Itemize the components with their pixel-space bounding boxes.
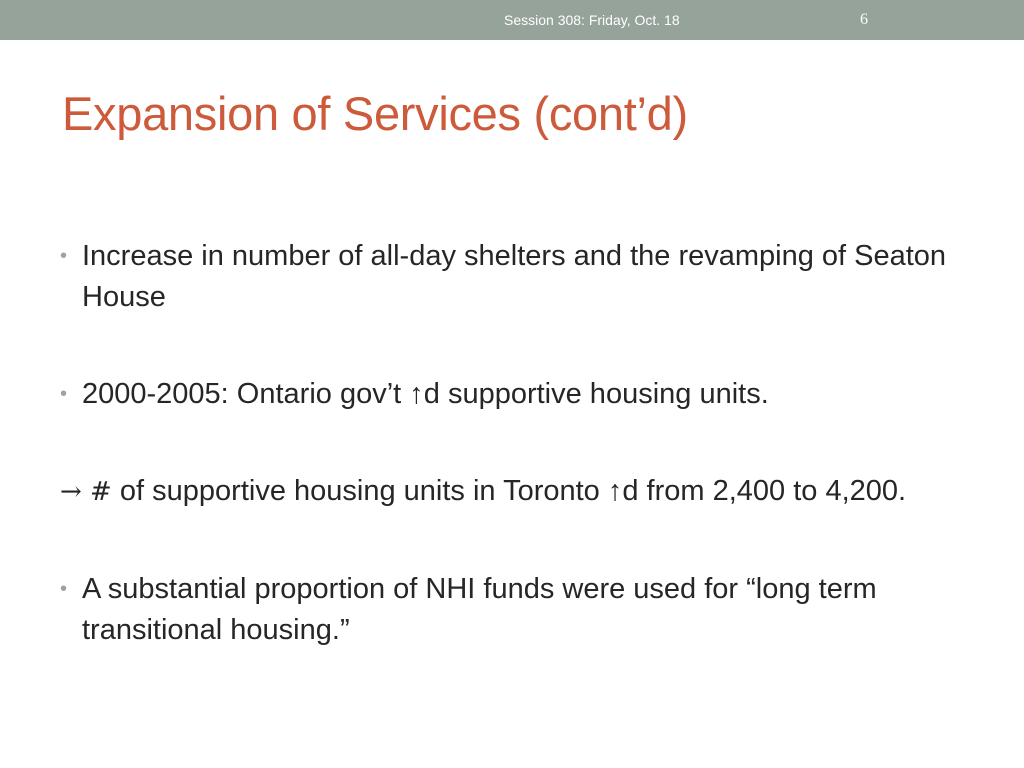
bullet-list	[60, 236, 960, 707]
list-item-text: Increase in number of all-day shelters and the revamping of Seaton House	[82, 240, 947, 313]
bullet-icon: •	[60, 383, 68, 405]
list-item	[60, 471, 960, 513]
bullet-icon: •	[60, 578, 68, 600]
list-item	[60, 569, 960, 651]
arrow-hash-marker: → #	[60, 477, 112, 507]
list-item-text: A substantial proportion of NHI funds were used for “long term transitional housing.”	[82, 573, 877, 646]
list-item	[60, 374, 960, 415]
session-label: Session 308: Friday, Oct. 18	[504, 12, 680, 28]
list-item-text: 2000-2005: Ontario gov’t ↑d supportive housing units.	[82, 378, 769, 410]
bullet-icon: •	[60, 245, 68, 267]
list-item-text: of supportive housing units in Toronto ↑d from 2,400 to 4,200.	[119, 475, 907, 507]
list-item	[60, 236, 960, 318]
slide-title: Expansion of Services (cont’d)	[62, 87, 688, 140]
slide-number: 6	[860, 11, 868, 28]
header-bar	[0, 0, 1024, 40]
